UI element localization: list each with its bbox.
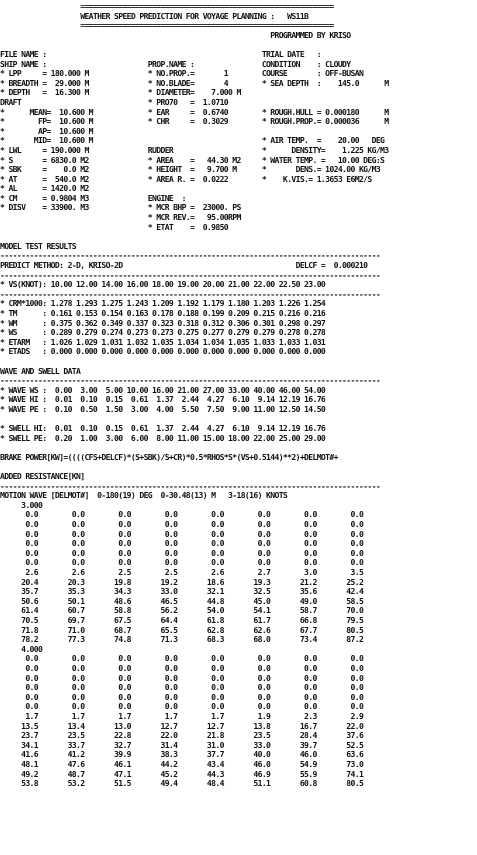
report-line: ------------------------------------------------------------------------------------------ [0, 269, 381, 280]
report-line: 0.0 0.0 0.0 0.0 0.0 0.0 0.0 0.0 [0, 672, 364, 683]
report-line: * CM = 0.9804 M3 ENGINE : [0, 192, 186, 203]
report-line: 0.0 0.0 0.0 0.0 0.0 0.0 0.0 0.0 [0, 509, 364, 520]
report-line: 41.6 41.2 39.9 38.3 37.7 40.0 46.0 63.6 [0, 749, 364, 760]
report-line: * AP= 10.600 M [0, 125, 93, 136]
report-line: DRAFT * PRO70 = 1.0710 [0, 96, 229, 107]
report-line: 0.0 0.0 0.0 0.0 0.0 0.0 0.0 0.0 [0, 519, 364, 530]
report-line: 13.5 13.4 13.0 12.7 12.7 13.8 16.7 22.0 [0, 720, 364, 731]
report-line: 0.0 0.0 0.0 0.0 0.0 0.0 0.0 0.0 [0, 682, 364, 693]
report-line: SHIP NAME : PROP.NAME : CONDITION : CLOUDY [0, 58, 351, 69]
report-line: * ETADS : 0.000 0.000 0.000 0.000 0.000 0.000 0.000 0.000 0.000 0.000 0.000 [0, 346, 326, 357]
report-line: 48.1 47.6 46.1 44.2 43.4 46.0 54.9 73.0 [0, 758, 364, 769]
report-line: 0.0 0.0 0.0 0.0 0.0 0.0 0.0 0.0 [0, 662, 364, 673]
report-line: 0.0 0.0 0.0 0.0 0.0 0.0 0.0 0.0 [0, 701, 364, 712]
report-line: 3.000 [0, 499, 43, 510]
report-line: ADDED RESISTANCE[KN] [0, 471, 85, 482]
report-line: 53.8 53.2 51.5 49.4 48.4 51.1 60.8 80.5 [0, 778, 364, 789]
report-line: ------------------------------------------------------------------------------------------ [0, 288, 381, 299]
report-line: * BREADTH = 29.000 M * NO.BLADE= 4 * SEA DEPTH : 145.0 M [0, 77, 389, 88]
report-line: ------------------------------------------------------------------------------------------ [0, 250, 381, 261]
report-line: * DISV = 33900. M3 * MCR BHP = 23000. PS [0, 202, 241, 213]
report-line: 23.7 23.5 22.8 22.0 21.8 23.5 28.4 37.6 [0, 730, 364, 741]
report-line: * LWL = 190.000 M RUDDER * DENSITY= 1.225 KG/M3 [0, 144, 389, 155]
report-line: FILE NAME : TRIAL DATE : [0, 48, 321, 59]
report-line: * AT = 540.0 M2 * AREA R. = 0.0222 * K.VIS.= 1.3653 E6M2/S [0, 173, 372, 184]
report-line: * FP= 10.600 M * CHR = 0.3029 * ROUGH.PROP.= 0.000036 M [0, 116, 389, 127]
report-line: 49.2 48.7 47.1 45.2 44.3 46.9 55.9 74.1 [0, 768, 364, 779]
report-line: ------------------------------------------------------------------------------------------ [0, 480, 381, 491]
report-line: MOTION WAVE [DELMOT#] 0-180(19) DEG 0-30.48(13) M 3-18(16) KNOTS [0, 490, 288, 501]
report-line: 50.6 50.1 48.6 46.5 44.8 45.0 49.0 58.5 [0, 595, 364, 606]
report-line: 0.0 0.0 0.0 0.0 0.0 0.0 0.0 0.0 [0, 653, 364, 664]
report-line: * DEPTH = 16.300 M * DIAMETER= 7.000 M [0, 87, 241, 98]
report-line: 1.7 1.7 1.7 1.7 1.7 1.9 2.3 2.9 [0, 710, 364, 721]
report-line: * WAVE PE : 0.10 0.50 1.50 3.00 4.00 5.50 7.50 9.00 11.00 12.50 14.50 [0, 403, 326, 414]
report-line: * SBK = 0.0 M2 * HEIGHT = 9.700 M * DENS.= 1024.00 KG/M3 [0, 164, 381, 175]
report-line: * WS : 0.289 0.279 0.274 0.273 0.273 0.275 0.277 0.279 0.279 0.278 0.278 [0, 327, 326, 338]
report-line: MODEL TEST RESULTS [0, 240, 77, 251]
report-line: 0.0 0.0 0.0 0.0 0.0 0.0 0.0 0.0 [0, 557, 364, 568]
report-line: 78.2 77.3 74.8 71.3 68.3 68.0 73.4 87.2 [0, 634, 364, 645]
report-line: * SWELL PE: 0.20 1.00 3.00 6.00 8.00 11.00 15.00 18.00 22.00 25.00 29.00 [0, 432, 326, 443]
report-line: * MCR REV.= 95.00RPM [0, 212, 241, 223]
report-line: 70.5 69.7 67.5 64.4 61.8 61.7 66.8 79.5 [0, 615, 364, 625]
report-line: 0.0 0.0 0.0 0.0 0.0 0.0 0.0 0.0 [0, 538, 364, 549]
report-line: * S = 6830.0 M2 * AREA = 44.30 M2 * WATER TEMP. = 10.00 DEG:S [0, 154, 385, 165]
report-line: ============================================================ [0, 20, 334, 31]
report-line: 61.4 60.7 58.8 56.2 54.0 54.1 58.7 70.0 [0, 605, 364, 616]
report-line: ============================================================ [0, 1, 334, 11]
report-line: ------------------------------------------------------------------------------------------ [0, 375, 381, 386]
report-line: PROGRAMMED BY KRISO [0, 29, 351, 40]
report-line: * TM : 0.161 0.153 0.154 0.163 0.178 0.188 0.199 0.209 0.215 0.216 0.216 [0, 308, 326, 318]
report-line: WAVE AND SWELL DATA [0, 365, 81, 376]
report-line: * WAVE WS : 0.00 3.00 5.00 10.00 16.00 21.00 27.00 33.00 40.00 46.00 54.00 [0, 384, 326, 395]
report-line: * SWELL HI: 0.01 0.10 0.15 0.61 1.37 2.44 4.27 6.10 9.14 12.19 16.76 [0, 423, 326, 434]
report-line: 71.8 71.0 68.7 65.5 62.8 62.6 67.7 80.5 [0, 624, 364, 635]
report-line: BRAKE POWER[KW]=((((CFS+DELCF)*(S+SBK)/S+CR)*0.5*RHOS*S*(VS+0.5144)**2)+DELMOT#+ [0, 451, 338, 462]
report-line: * LPP = 180.000 M * NO.PROP.= 1 COURSE : OFF-BUSAN [0, 68, 364, 79]
report-line: PREDICT METHOD: 2-D, KRISO-2D DELCF = 0.000210 [0, 260, 368, 271]
report-line: * WAVE HI : 0.01 0.10 0.15 0.61 1.37 2.44 4.27 6.10 9.14 12.19 16.76 [0, 394, 326, 405]
report-line: * ETAT = 0.9850 [0, 221, 229, 232]
report-line: * MID= 10.600 M * AIR TEMP. = 20.00 DEG [0, 135, 385, 146]
report-line: * WM : 0.375 0.362 0.349 0.337 0.323 0.318 0.312 0.306 0.301 0.298 0.297 [0, 317, 326, 328]
report-line: 34.1 33.7 32.7 31.4 31.0 33.0 39.7 52.5 [0, 739, 364, 750]
report-line: * CRM*1000: 1.278 1.293 1.275 1.243 1.209 1.192 1.179 1.180 1.203 1.226 1.254 [0, 298, 326, 309]
report-line: 35.7 35.3 34.3 33.0 32.1 32.5 35.6 42.4 [0, 586, 364, 597]
report-line: * VS(KNOT): 10.00 12.00 14.00 16.00 18.00 19.00 20.00 21.00 22.00 22.50 23.00 [0, 279, 326, 290]
report-line: 2.6 2.6 2.5 2.5 2.6 2.7 3.0 3.5 [0, 567, 364, 578]
report-line: 20.4 20.3 19.8 19.2 18.6 19.3 21.2 25.2 [0, 576, 364, 587]
report-line: 0.0 0.0 0.0 0.0 0.0 0.0 0.0 0.0 [0, 528, 364, 539]
report-line: 0.0 0.0 0.0 0.0 0.0 0.0 0.0 0.0 [0, 691, 364, 702]
report-line: * MEAN= 10.600 M * EAR = 0.6740 * ROUGH.HULL = 0.000180 M [0, 106, 389, 117]
report-line: WEATHER SPEED PREDICTION FOR VOYAGE PLANNING : WS11B [0, 10, 309, 21]
report-line: 0.0 0.0 0.0 0.0 0.0 0.0 0.0 0.0 [0, 547, 364, 558]
report-line: 4.000 [0, 643, 43, 654]
report-line: * AL = 1420.0 M2 [0, 183, 89, 194]
report-line: * ETARM : 1.026 1.029 1.031 1.032 1.035 1.034 1.034 1.035 1.033 1.033 1.031 [0, 336, 326, 347]
